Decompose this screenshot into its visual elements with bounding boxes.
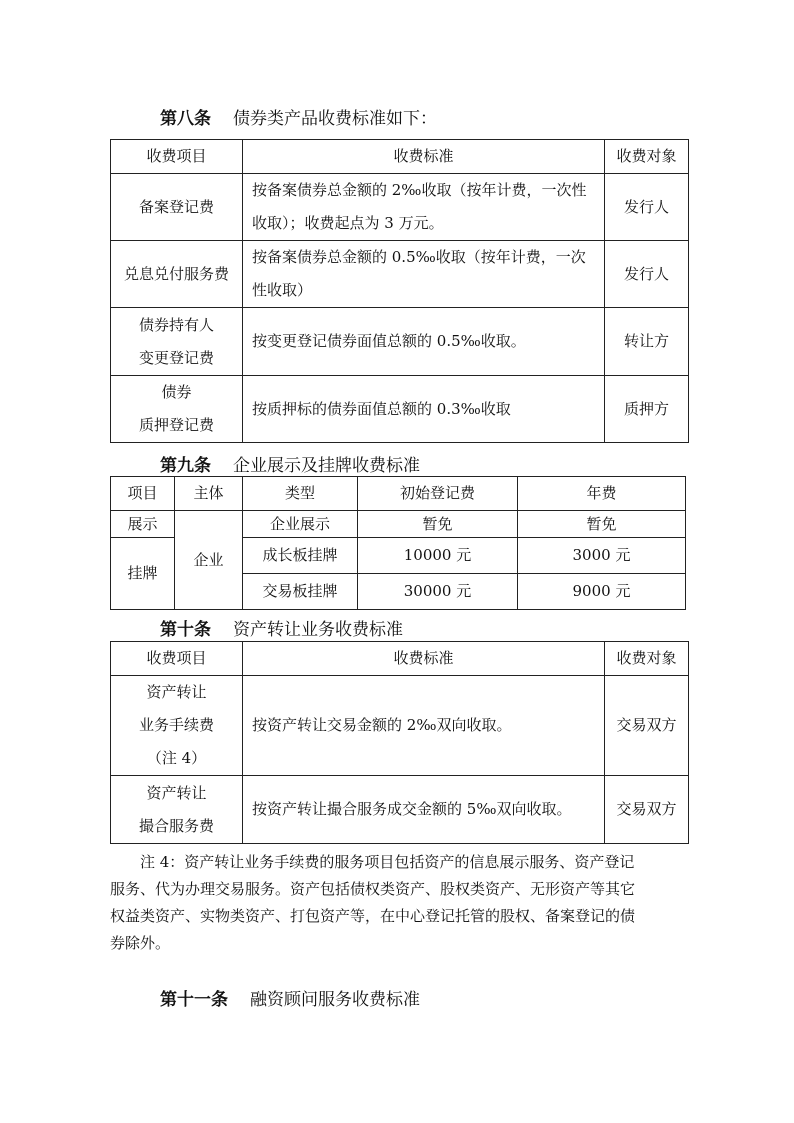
- fee-standard-text: 按变更登记债券面值总额的 0.5‰收取。: [252, 332, 526, 350]
- fee-standard-cell: [243, 376, 605, 443]
- annual-fee-cell: 9000 元: [518, 574, 686, 610]
- fee-payer-cell: 发行人: [605, 174, 689, 241]
- asset-transfer-fee-table: [110, 641, 689, 844]
- fee-item-text: （注 4）: [146, 749, 207, 767]
- fee-payer-cell: 交易双方: [605, 776, 689, 844]
- annual-fee-cell: 3000 元: [518, 538, 686, 574]
- article-8-number: 第八条: [160, 109, 211, 129]
- article-10-number: 第十条: [160, 620, 211, 640]
- fee-item-cell: [111, 308, 243, 376]
- fee-item-text: 变更登记费: [138, 348, 214, 367]
- listing-fee-table: [110, 476, 686, 610]
- fee-standard-cell: [243, 241, 605, 308]
- table-row: [111, 776, 689, 844]
- project-cell: 展示: [111, 511, 175, 538]
- table-row: [111, 241, 689, 308]
- article-11-number: 第十一条: [160, 990, 228, 1010]
- header-cell: 收费项目: [111, 140, 243, 174]
- article-9-number: 第九条: [160, 456, 211, 476]
- fee-item-text: 兑息兑付服务费: [123, 264, 229, 283]
- annual-fee-cell: 暂免: [518, 511, 686, 538]
- fee-item-text: 备案登记费: [138, 197, 214, 216]
- fee-item-cell: [111, 174, 243, 241]
- table-row: [111, 376, 689, 443]
- fee-standard-text: 性收取）: [252, 281, 313, 299]
- table-row: [111, 511, 686, 538]
- fee-standard-cell: [243, 776, 605, 844]
- fee-standard-text: 按质押标的债券面值总额的 0.3‰收取: [252, 399, 511, 418]
- fee-standard-cell: [243, 676, 605, 776]
- subject-cell: 企业: [175, 511, 243, 610]
- fee-item-text: 资产转让: [146, 683, 207, 701]
- fee-standard-text: 按资产转让撮合服务成交金额的 5‰双向收取。: [252, 800, 572, 818]
- fee-payer-cell: 质押方: [605, 376, 689, 443]
- bond-fee-table: [110, 139, 689, 443]
- header-cell: 年费: [518, 477, 686, 511]
- note-line: 注 4：资产转让业务手续费的服务项目包括资产的信息展示服务、资产登记: [140, 853, 635, 871]
- fee-item-text: 债券持有人: [138, 315, 214, 334]
- note-line: 服务、代为办理交易服务。资产包括债权类资产、股权类资产、无形资产等其它: [110, 880, 636, 898]
- article-9-heading: [160, 451, 420, 476]
- fee-standard-cell: [243, 308, 605, 376]
- article-8-heading: [160, 104, 437, 129]
- fee-item-text: 撮合服务费: [138, 816, 214, 835]
- header-cell: 收费项目: [111, 642, 243, 676]
- header-cell: 收费对象: [605, 140, 689, 174]
- header-cell: 收费标准: [243, 642, 605, 676]
- header-cell: 初始登记费: [358, 477, 518, 511]
- article-10-heading: [160, 615, 403, 640]
- header-cell: 类型: [243, 477, 358, 511]
- initial-fee-cell: 30000 元: [358, 574, 518, 610]
- type-cell: 交易板挂牌: [243, 574, 358, 610]
- article-11-title: 融资顾问服务收费标准: [250, 990, 420, 1010]
- header-cell: 收费对象: [605, 642, 689, 676]
- fee-item-text: 债券: [161, 383, 192, 401]
- fee-item-text: 业务手续费: [138, 716, 214, 734]
- header-cell: 项目: [111, 477, 175, 511]
- header-cell: 主体: [175, 477, 243, 511]
- fee-standard-text: 收取）；收费起点为 3 万元。: [252, 214, 444, 232]
- fee-item-text: 质押登记费: [138, 416, 214, 434]
- fee-item-text: 资产转让: [146, 783, 207, 802]
- fee-item-cell: [111, 676, 243, 776]
- table-header-row: [111, 642, 689, 676]
- fee-standard-text: 按资产转让交易金额的 2‰双向收取。: [252, 716, 512, 734]
- fee-payer-cell: 发行人: [605, 241, 689, 308]
- table-row: [111, 676, 689, 776]
- table-header-row: [111, 477, 686, 511]
- project-cell: 挂牌: [111, 538, 175, 610]
- fee-standard-text: 按备案债券总金额的 2‰收取（按年计费，一次性: [252, 181, 587, 199]
- fee-item-cell: [111, 376, 243, 443]
- initial-fee-cell: 10000 元: [358, 538, 518, 574]
- fee-payer-cell: 交易双方: [605, 676, 689, 776]
- note-line: 券除外。: [110, 934, 171, 952]
- type-cell: 企业展示: [243, 511, 358, 538]
- fee-standard-cell: [243, 174, 605, 241]
- table-header-row: [111, 140, 689, 174]
- note-4-paragraph: [110, 849, 688, 957]
- note-line: 权益类资产、实物类资产、打包资产等，在中心登记托管的股权、备案登记的债: [110, 907, 636, 925]
- initial-fee-cell: 暂免: [358, 511, 518, 538]
- header-cell: 收费标准: [243, 140, 605, 174]
- article-10-title: 资产转让业务收费标准: [233, 620, 403, 640]
- table-row: [111, 308, 689, 376]
- table-row: [111, 174, 689, 241]
- article-9-title: 企业展示及挂牌收费标准: [233, 456, 420, 476]
- fee-item-cell: [111, 241, 243, 308]
- article-8-title: 债券类产品收费标准如下：: [233, 109, 437, 129]
- type-cell: 成长板挂牌: [243, 538, 358, 574]
- article-11-heading: [160, 985, 420, 1010]
- fee-payer-cell: 转让方: [605, 308, 689, 376]
- fee-standard-text: 按备案债券总金额的 0.5‰收取（按年计费，一次: [252, 248, 586, 266]
- fee-item-cell: [111, 776, 243, 844]
